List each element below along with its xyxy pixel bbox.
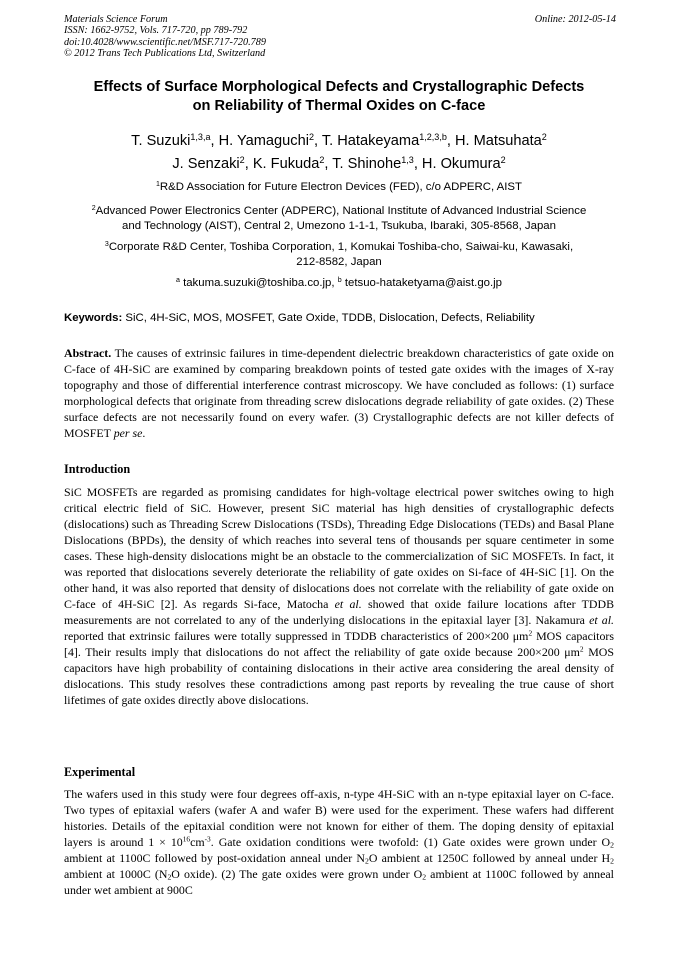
affiliation-2-line-2: and Technology (AIST), Central 2, Umezono 1-1-1, Tsukuba, Ibaraki, 305-8568, Japan	[122, 219, 556, 232]
paper-title	[40, 78, 638, 116]
keywords-text: SiC, 4H-SiC, MOS, MOSFET, Gate Oxide, TDDB, Dislocation, Defects, Reliability	[125, 312, 535, 324]
experimental-paragraph	[64, 786, 614, 898]
email-a[interactable]: takuma.suzuki@toshiba.co.jp,	[183, 277, 335, 289]
author-name: T. Shinohe	[332, 156, 402, 172]
affiliation-number: 2	[91, 204, 96, 212]
affiliation-3-line-1	[40, 240, 638, 255]
title-line-1: Effects of Surface Morphological Defects and Crystallographic Defects	[93, 79, 585, 95]
keywords-label: Keywords:	[64, 312, 123, 324]
intro-text: showed that oxide failure locations after TDDB measurements are not correlated to any of the underlying dislocations in the epitaxial layer [3]. Nakamura	[64, 597, 615, 627]
experimental-heading: Experimental	[64, 765, 136, 779]
author-name: T. Hatakeyama	[321, 133, 420, 149]
abstract-label: Abstract.	[64, 346, 112, 360]
abstract-text: The causes of extrinsic failures in time-dependent dielectric breakdown characteristics of gate oxide on C-face of 4H-SiC are examined by comparing breakdown points of tested gate oxides with the images of X-ray topography and those of differential interference contrast microscopy. We have concluded as follows: (1) surface morphological defects that originate from threading screw dislocations degrade reliability of gate oxides. (2) These surface defects are not necessarily found on every wafer. (3) Crystallographic defects are not killer defects of MOSFET	[64, 346, 614, 440]
exp-subscript: 2	[610, 840, 614, 850]
intro-italic: et al.	[589, 613, 614, 627]
author-line-2	[40, 153, 638, 176]
author-affil-mark: 2	[541, 131, 547, 142]
author-separator: ,	[210, 133, 219, 149]
exp-text: O oxide). (2) The gate oxides were grown under O	[171, 867, 423, 881]
affiliation-2	[40, 204, 638, 233]
keywords-line	[64, 311, 624, 325]
doi-line: doi:10.4028/www.scientific.net/MSF.717-720.789	[64, 36, 266, 48]
author-affil-mark: 1,3	[401, 154, 414, 165]
affiliation-3	[40, 240, 638, 269]
exp-text: ambient at 1000C (N	[64, 867, 168, 881]
exp-superscript: 16	[182, 834, 191, 844]
email-line	[40, 276, 638, 291]
intro-superscript: 2	[579, 644, 584, 654]
author-name: H. Matsuhata	[454, 133, 542, 149]
affiliation-number: 1	[155, 180, 160, 188]
abstract-paragraph	[64, 345, 614, 441]
author-affil-mark: 1,2,3,b	[419, 131, 447, 142]
exp-text: cm	[190, 835, 205, 849]
introduction-heading: Introduction	[64, 462, 131, 476]
author-separator: ,	[446, 133, 455, 149]
author-line-1	[40, 130, 638, 153]
intro-text: MOS capacitors [4]. Their results imply that dislocations do not affect the reliability of gate oxide because 200×200 μm	[64, 629, 614, 659]
author-affil-mark: 2	[308, 131, 314, 142]
author-affil-mark: 2	[500, 154, 506, 165]
exp-text: . Gate oxidation conditions were twofold: (1) Gate oxides were grown under O	[210, 835, 611, 849]
introduction-paragraph	[64, 484, 614, 708]
intro-italic: et al.	[334, 597, 362, 611]
author-list	[40, 130, 638, 176]
author-separator: ,	[324, 156, 333, 172]
affiliation-1	[40, 180, 638, 195]
author-name: K. Fukuda	[252, 156, 320, 172]
author-name: H. Yamaguchi	[218, 133, 309, 149]
author-name: J. Senzaki	[172, 156, 240, 172]
intro-text: MOS capacitors have high probability of containing dislocations in their active area considering the areal density of dislocations. This study resolves these contradictions among past reports by revealing the true cause of short lifetimes of gate oxides directly above dislocations.	[64, 645, 614, 707]
author-name: H. Okumura	[421, 156, 501, 172]
exp-subscript: 2	[422, 872, 427, 882]
exp-subscript: 2	[364, 856, 369, 866]
journal-name: Materials Science Forum	[64, 14, 168, 25]
affiliation-text: Advanced Power Electronics Center (ADPERC), National Institute of Advanced Industrial Science	[95, 205, 587, 217]
intro-text: SiC MOSFETs are regarded as promising candidates for high-voltage electrical power switches owing to high critical electric field of SiC. However, present SiC material has high densities of crystallographic defects (dislocations) such as Threading Screw Dislocations (TSDs), Threading Edge Dislocations (TEDs) and Basal Plane Dislocations (BPDs), the density of which reaches into several tens of thousands per square centimeter in some cases. These high-density dislocations might be an obstacle to the commercialization of SiC MOSFETs. In fact, it was reported that dislocations severely deteriorate the reliability of gate oxides on Si-face of 4H-SiC [1]. On the other hand, it was also reported that density of dislocations does not correlate with the reliability of gate oxide on C-face of 4H-SiC [2]. As regards Si-face, Matocha	[64, 485, 614, 611]
author-affil-mark: 1,3,a	[190, 131, 211, 142]
online-date: Online: 2012-05-14	[534, 14, 616, 25]
author-separator: ,	[314, 133, 322, 149]
affiliation-text: Corporate R&D Center, Toshiba Corporation, 1, Komukai Toshiba-cho, Saiwai-ku, Kawasaki,	[108, 241, 574, 253]
intro-text: reported that extrinsic failures were totally suppressed in TDDB characteristics of 200×200 μm	[64, 629, 529, 643]
exp-text: O ambient at 1250C followed by anneal under H	[368, 851, 611, 865]
email-mark: b	[337, 276, 342, 284]
email-mark: a	[175, 276, 180, 284]
exp-text: The wafers used in this study were four degrees off-axis, n-type 4H-SiC with an n-type epitaxial layer on C-face. Two types of epitaxial wafers (wafer A and wafer B) were used for the experiment. These wafers had different histories. Details of the epitaxial condition were not known for either of them. The doping density of epitaxial layers is around 1 × 10	[64, 787, 614, 849]
affiliation-text: R&D Association for Future Electron Devices (FED), c/o ADPERC, AIST	[159, 181, 522, 193]
exp-text: ambient at 1100C followed by post-oxidation anneal under N	[64, 851, 365, 865]
author-separator: ,	[244, 156, 253, 172]
copyright-line: © 2012 Trans Tech Publications Ltd, Switzerland	[64, 48, 266, 60]
author-affil-mark: 2	[239, 154, 245, 165]
issn-line: ISSN: 1662-9752, Vols. 717-720, pp 789-792	[64, 25, 248, 37]
author-separator: ,	[413, 156, 422, 172]
affiliation-number: 3	[104, 240, 109, 248]
journal-header	[64, 14, 616, 60]
exp-subscript: 2	[610, 856, 615, 866]
abstract-end: .	[142, 426, 146, 440]
affiliation-3-line-2: 212-8582, Japan	[296, 255, 382, 268]
author-affil-mark: 2	[319, 154, 325, 165]
email-b[interactable]: tetsuo-hataketyama@aist.go.jp	[344, 277, 503, 289]
abstract-italic: per se	[113, 426, 143, 440]
author-name: T. Suzuki	[131, 133, 191, 149]
exp-subscript: 2	[167, 872, 172, 882]
exp-text: ambient at 1100C followed by anneal under wet ambient at 900C	[64, 867, 614, 897]
affiliation-2-line-1	[40, 204, 638, 219]
title-line-2: on Reliability of Thermal Oxides on C-face	[192, 98, 486, 114]
exp-superscript: -3	[204, 834, 211, 844]
intro-superscript: 2	[528, 628, 533, 638]
